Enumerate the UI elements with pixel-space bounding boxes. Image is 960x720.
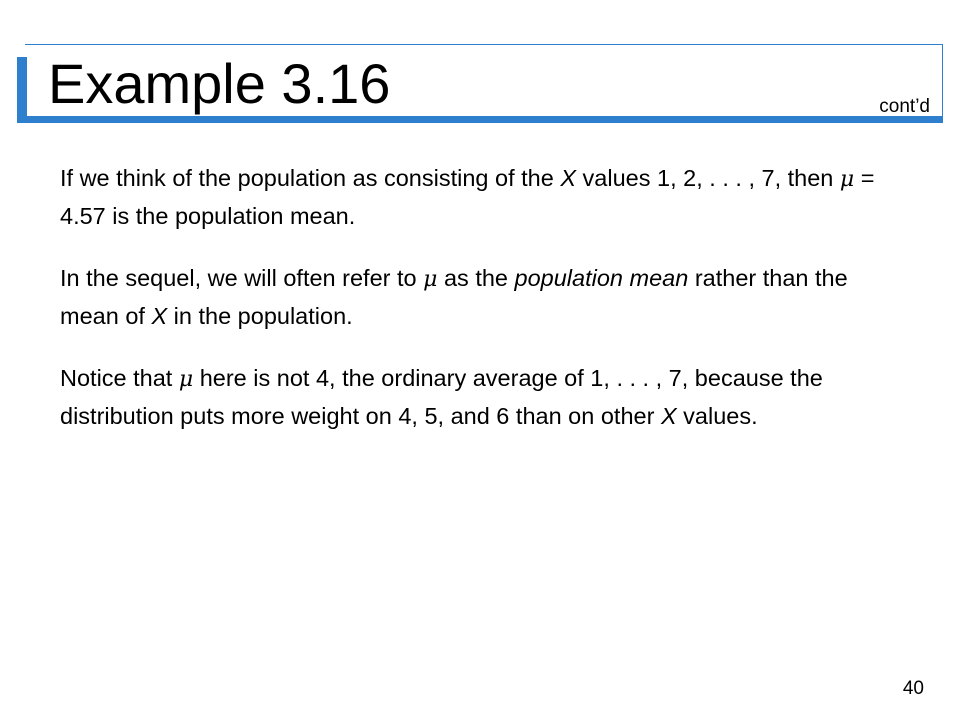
text-run: values. xyxy=(676,403,758,429)
slide-body xyxy=(60,160,910,460)
text-run: If we think of the population as consisting of the xyxy=(60,165,561,191)
slide-title: Example 3.16 xyxy=(48,52,391,115)
title-accent-bar xyxy=(17,57,27,123)
paragraph-population-mean xyxy=(60,160,910,235)
mu-symbol: μ xyxy=(178,367,194,392)
text-run: rather than the mean of xyxy=(60,265,848,329)
text-run: as the xyxy=(437,265,515,291)
text-run: values 1, 2, . . . , 7, then xyxy=(576,165,840,191)
text-run: In the sequel, we will often refer to xyxy=(60,265,424,291)
text-run: here is not 4, the ordinary average of 1, . . . , 7, because the distribution puts more weight on 4, 5, and 6 than on other xyxy=(60,365,823,429)
variable-x: X xyxy=(151,303,168,329)
continued-label: cont’d xyxy=(879,96,930,117)
page-number: 40 xyxy=(902,678,924,699)
paragraph-weighting xyxy=(60,360,910,435)
mu-symbol: μ xyxy=(839,167,855,192)
variable-x: X xyxy=(560,165,577,191)
text-run: Notice that xyxy=(60,365,179,391)
term-population-mean: population mean xyxy=(514,265,689,291)
text-run: = 4.57 is the population mean. xyxy=(60,165,875,229)
variable-x: X xyxy=(660,403,677,429)
mu-symbol: μ xyxy=(423,267,438,292)
paragraph-terminology xyxy=(60,260,910,335)
text-run: in the population. xyxy=(167,303,353,329)
